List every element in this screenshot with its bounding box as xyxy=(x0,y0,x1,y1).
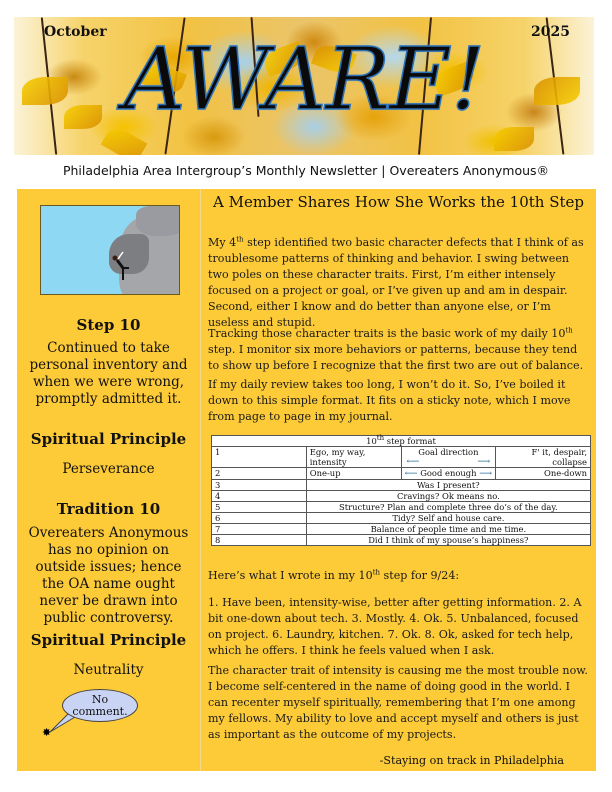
newsletter-title: AWARE! xyxy=(123,30,485,130)
article-panel xyxy=(201,189,596,771)
text-span: Here’s what I wrote in my 10 xyxy=(208,569,373,582)
article-title: A Member Shares How She Works the 10th Step xyxy=(213,193,584,211)
step-heading: Step 10 xyxy=(76,316,141,334)
article-paragraph-6: The character trait of intensity is causing me the most trouble now. I become self-centered in the name of doing good in the world. I can recenter myself spiritually, remembering that I’m one among my fellows. My ability to love and accept myself and others is just as important as the outcome of my projects. xyxy=(208,664,588,741)
climber-image xyxy=(40,205,180,295)
issue-year: 2025 xyxy=(531,24,570,40)
cliff-shape xyxy=(136,206,180,236)
row-text: Cravings? Ok means no. xyxy=(306,491,590,502)
row-text: Structure? Plan and complete three do’s of the day. xyxy=(306,502,590,513)
row-right-cell: One-down xyxy=(496,468,591,480)
middle-label: Good enough xyxy=(420,468,477,478)
row-text: Balance of people time and me time. xyxy=(306,524,590,535)
newsletter-subtitle: Philadelphia Area Intergroup’s Monthly Newsletter | Overeaters Anonymous® xyxy=(62,163,550,178)
text-span: My 4 xyxy=(208,236,237,249)
row-right-cell: F' it, despair, collapse xyxy=(496,447,591,468)
table-title-row xyxy=(212,436,591,447)
climber-figure-icon xyxy=(109,248,135,284)
step-principle-value: Perseverance xyxy=(62,461,155,477)
table-title xyxy=(212,436,591,447)
row-number: 7 xyxy=(212,524,307,535)
table-row xyxy=(212,491,591,502)
text-span: step identified two basic character defects that I think of as troublesome patterns of thinking and behavior. I swing between two poles on these character traits. First, I’m either intensely focused on a project or goal, or I’ve given up and am in despair. Second, either I know and do better than anyone else, or I’m useless and stupid. xyxy=(208,236,584,329)
middle-label: Goal direction xyxy=(418,447,479,457)
table-row xyxy=(212,524,591,535)
speaker-star-icon: ✸ xyxy=(42,726,52,739)
row-number: 5 xyxy=(212,502,307,513)
arrow-right-icon: ⟶ xyxy=(479,469,493,479)
table-row xyxy=(212,502,591,513)
leaf-decoration xyxy=(494,127,534,151)
superscript: th xyxy=(372,568,381,577)
table-row xyxy=(212,447,591,468)
superscript: th xyxy=(565,326,573,335)
row-left-cell: One-up xyxy=(306,468,401,480)
superscript: th xyxy=(236,235,244,244)
table-row xyxy=(212,468,591,480)
masthead-banner xyxy=(14,17,594,155)
tradition-principle-value: Neutrality xyxy=(73,662,144,678)
table-row xyxy=(212,513,591,524)
article-paragraph-2 xyxy=(208,326,588,374)
tradition-text: Overeaters Anonymous has no opinion on outside issues; hence the OA name ought never be drawn into public controversy. xyxy=(28,525,189,626)
article-paragraph-4 xyxy=(208,568,588,584)
text-span: 10 xyxy=(366,436,377,446)
text-span: step for 9/24: xyxy=(380,569,460,582)
row-middle-cell xyxy=(401,447,496,468)
arrow-left-icon: ⟵ xyxy=(406,457,420,467)
article-paragraph-3: If my daily review takes too long, I won’t do it. So, I’ve boiled it down to this simple format. It fits on a sticky note, which I move from page to page in my journal. xyxy=(208,378,571,423)
article-signature: -Staying on track in Philadelphia xyxy=(379,754,564,767)
superscript: th xyxy=(376,434,385,443)
step-text: Continued to take personal inventory and when we were wrong, promptly admitted it. xyxy=(29,340,188,407)
row-middle-cell xyxy=(401,468,496,480)
table-row xyxy=(212,535,591,546)
text-span: Tracking those character traits is the basic work of my daily 10 xyxy=(208,327,566,340)
text-span: step format xyxy=(384,436,436,446)
row-left-cell: Ego, my way, intensity xyxy=(306,447,401,468)
article-paragraph-1 xyxy=(208,235,588,331)
row-text: Did I think of my spouse’s happiness? xyxy=(306,535,590,546)
arrow-left-icon: ⟵ xyxy=(404,469,418,479)
row-number: 1 xyxy=(212,447,307,468)
issue-month: October xyxy=(44,24,107,40)
arrow-right-icon: ⟶ xyxy=(477,457,491,467)
bubble-line-2: comment. xyxy=(72,705,128,718)
table-row xyxy=(212,480,591,491)
arrow-row xyxy=(405,457,493,467)
tenth-step-format-table xyxy=(211,435,591,546)
article-paragraph-5: 1. Have been, intensity-wise, better after getting information. 2. A bit one-down about tech. 3. Mostly. 4. Ok. 5. Unbalanced, focused on project. 6. Laundry, kitchen. 7. Ok. 8. Ok, asked for tech help, which he offers. I think he feels valued when I ask. xyxy=(208,596,582,657)
row-number: 3 xyxy=(212,480,307,491)
bubble-line-1: No xyxy=(91,693,109,706)
step-principle-heading: Spiritual Principle xyxy=(30,430,187,448)
row-number: 8 xyxy=(212,535,307,546)
row-text: Was I present? xyxy=(306,480,590,491)
speech-bubble xyxy=(62,689,138,722)
text-span: step. I monitor six more behaviors or patterns, because they tend to show up before I recognize that the first two are out of balance. xyxy=(208,343,584,372)
row-number: 2 xyxy=(212,468,307,480)
row-number: 4 xyxy=(212,491,307,502)
tradition-principle-heading: Spiritual Principle xyxy=(30,631,187,649)
row-number: 6 xyxy=(212,513,307,524)
row-text: Tidy? Self and house care. xyxy=(306,513,590,524)
sidebar-panel xyxy=(17,189,201,771)
tradition-heading: Tradition 10 xyxy=(56,500,161,518)
